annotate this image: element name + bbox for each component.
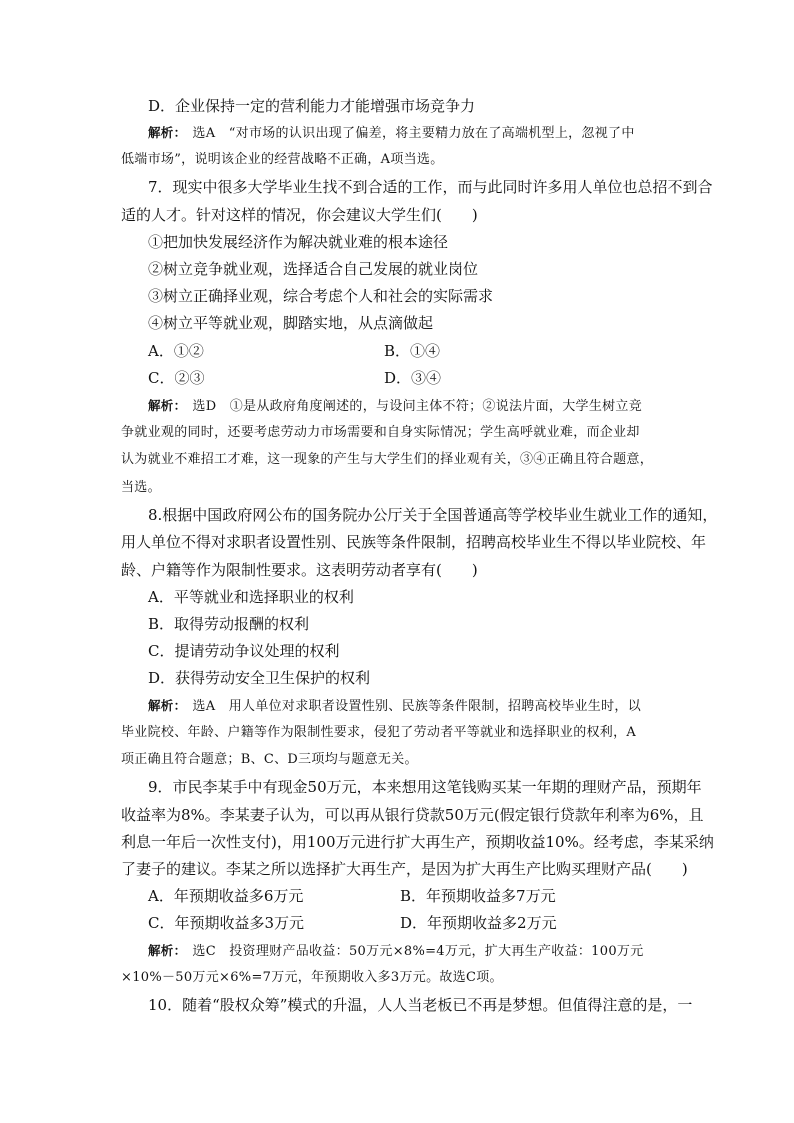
q9-solution-line1: 解析： 选C 投资理财产品收益：50万元×8%=4万元，扩大再生产收益：100万元 (148, 943, 644, 959)
q8-option-a: A．平等就业和选择职业的权利 (148, 588, 354, 606)
q7-option-d: D．③④ (384, 369, 442, 387)
q7-stem-line1: 7．现实中很多大学毕业生找不到合适的工作，而与此同时许多用人单位也总招不到合 (148, 178, 713, 196)
q7-item-1: ①把加快发展经济作为解决就业难的根本途径 (148, 233, 449, 251)
q8-stem-line1: 8.根据中国政府网公布的国务院办公厅关于全国普通高等学校毕业生就业工作的通知， (148, 506, 718, 524)
q9-option-d: D．年预期收益多2万元 (400, 914, 557, 932)
q6-option-d: D．企业保持一定的营利能力才能增强市场竞争力 (148, 97, 476, 115)
q9-option-b: B．年预期收益多7万元 (400, 887, 556, 905)
q8-option-b: B．取得劳动报酬的权利 (148, 615, 310, 633)
q8-stem-line2: 用人单位不得对求职者设置性别、民族等条件限制，招聘高校毕业生不得以毕业院校、年 (121, 533, 707, 551)
q10-stem-line1: 10．随着“股权众筹”模式的升温，人人当老板已不再是梦想。但值得注意的是，一 (148, 996, 693, 1014)
q7-stem-line2: 适的人才。针对这样的情况，你会建议大学生们( ) (121, 206, 478, 224)
q7-solution-line1: 解析： 选D ①是从政府角度阐述的，与设问主体不符；②说法片面，大学生树立竞 (148, 398, 643, 414)
q7-option-c: C．②③ (148, 369, 205, 387)
q8-solution-line3: 项正确且符合题意；B、C、D三项均与题意无关。 (121, 752, 418, 767)
q7-option-b: B．①④ (384, 342, 441, 360)
q7-item-4: ④树立平等就业观，脚踏实地，从点滴做起 (148, 314, 434, 332)
q9-stem-line1: 9．市民李某手中有现金50万元，本来想用这笔钱购买某一年期的理财产品，预期年 (148, 778, 702, 796)
q9-stem-line2: 收益率为8%。李某妻子认为，可以再从银行贷款50万元(假定银行贷款年利率为6%，且 (121, 806, 704, 824)
q9-option-a: A．年预期收益多6万元 (148, 887, 304, 905)
q8-stem-line3: 龄、户籍等作为限制性要求。这表明劳动者享有( ) (121, 561, 478, 579)
solution-label: 解析： (148, 125, 187, 140)
q9-option-c: C．年预期收益多3万元 (148, 914, 305, 932)
q9-solution-line2: ×10%－50万元×6%=7万元，年预期收入多3万元。故选C项。 (121, 970, 503, 985)
q7-item-3: ③树立正确择业观，综合考虑个人和社会的实际需求 (148, 287, 494, 305)
q6-solution-line1: 解析： 选A “对市场的认识出现了偏差，将主要精力放在了高端机型上，忽视了中 (148, 125, 635, 141)
q8-option-c: C．提请劳动争议处理的权利 (148, 642, 340, 660)
q7-solution-line2: 争就业观的同时，还要考虑劳动力市场需要和自身实际情况；学生高呼就业难，而企业却 (121, 425, 640, 440)
q6-solution-line2: 低端市场”，说明该企业的经营战略不正确，A项当选。 (121, 152, 444, 167)
solution-label: 解析： (148, 398, 187, 413)
q7-solution-line4: 当选。 (121, 480, 161, 495)
q7-option-a: A．①② (148, 342, 204, 360)
q9-stem-line4: 了妻子的建议。李某之所以选择扩大再生产，是因为扩大再生产比购买理财产品( ) (121, 860, 688, 878)
q8-solution-line2: 毕业院校、年龄、户籍等作为限制性要求，侵犯了劳动者平等就业和选择职业的权利，A (121, 725, 637, 740)
solution-label: 解析： (148, 698, 187, 713)
q7-solution-line3: 认为就业不难招工才难，这一现象的产生与大学生们的择业观有关，③④正确且符合题意， (121, 452, 654, 467)
solution-label: 解析： (148, 943, 187, 958)
q8-solution-line1: 解析： 选A 用人单位对求职者设置性别、民族等条件限制，招聘高校毕业生时，以 (148, 698, 641, 714)
q8-option-d: D．获得劳动安全卫生保护的权利 (148, 669, 371, 687)
q9-stem-line3: 利息一年后一次性支付)，用100万元进行扩大再生产，预期收益10%。经考虑，李某采纳 (121, 833, 714, 851)
q7-item-2: ②树立竞争就业观，选择适合自己发展的就业岗位 (148, 260, 479, 278)
